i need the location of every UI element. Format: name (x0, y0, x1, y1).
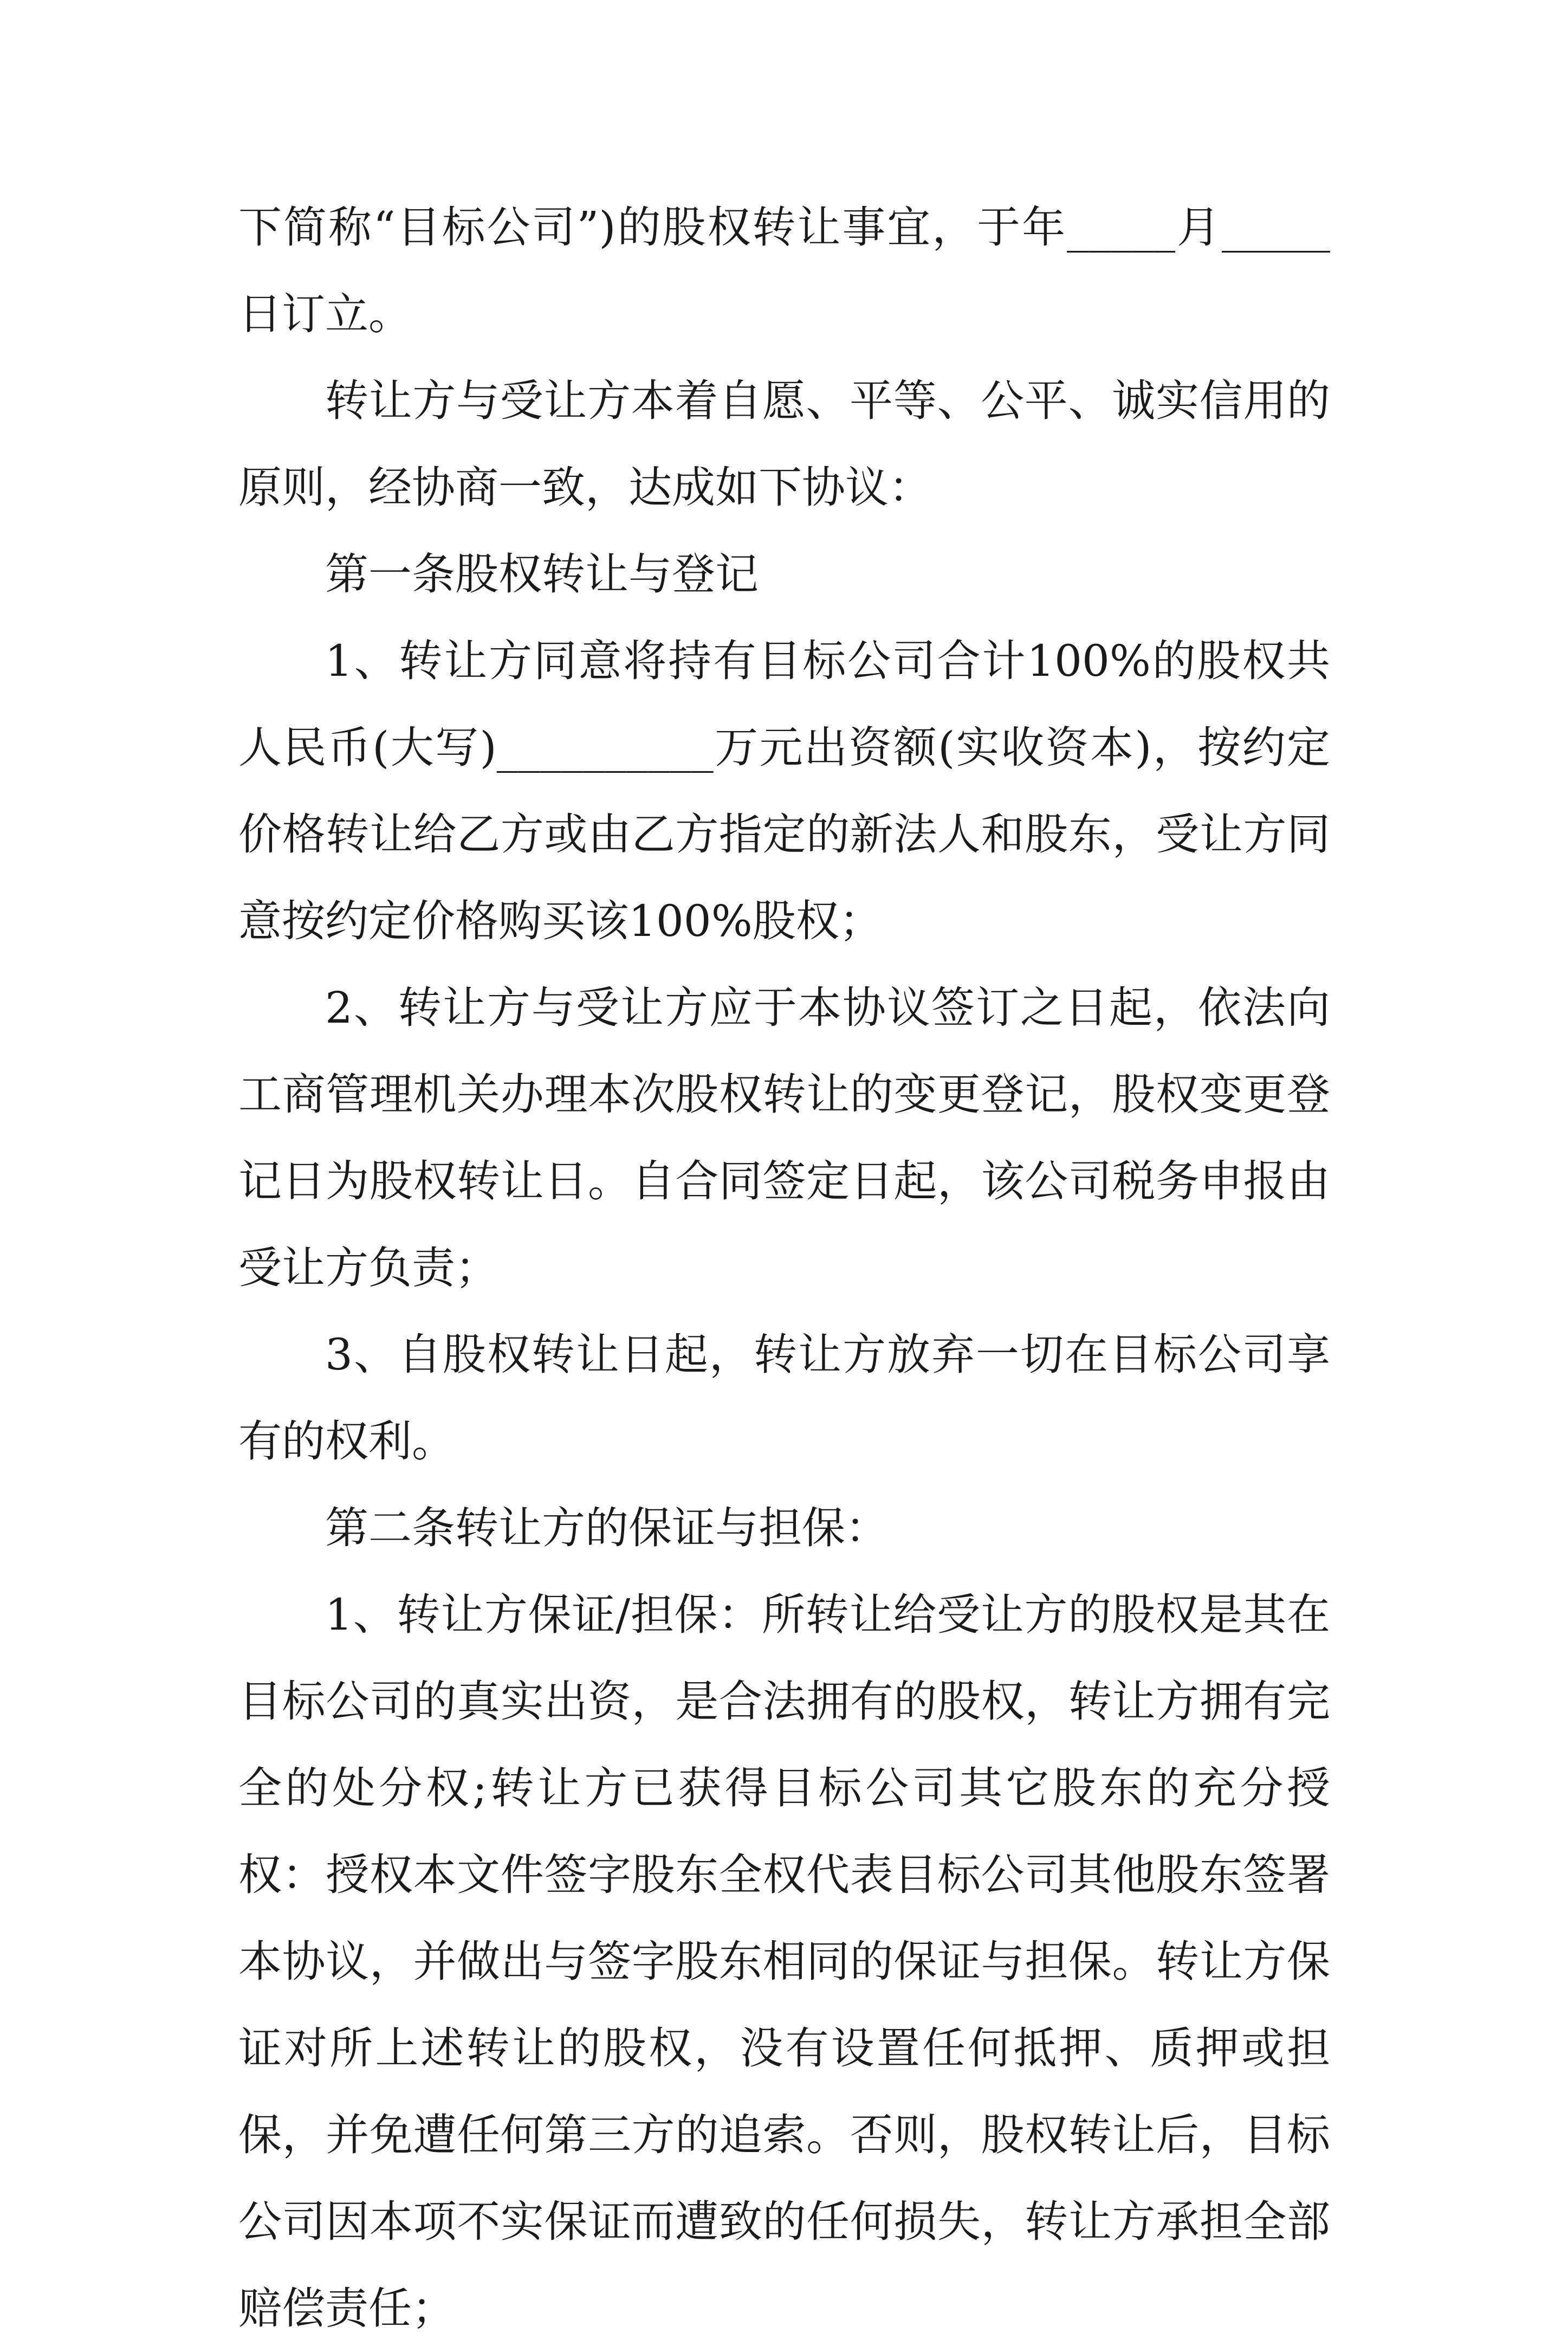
article-2-heading: 第二条转让方的保证与担保： (325, 1503, 889, 1553)
article-2-clause-1: 1、转让方保证/担保：所转让给受让方的股权是其在目标公司的真实出资，是合法拥有的股权，转让方拥有完全的处分权;转让方已获得目标公司其它股东的充分授权：授权本文件签字股东全权代表目标公司其他股东签署本协议，并做出与签字股东相同的保证与担保。转让方保证对所上述转让的股权，没有设置任何抵押、质押或担保，并免遭任何第三方的追索。否则，股权转让后，目标公司因本项不实保证而遭致的任何损失，转让方承担全部赔偿责任； (238, 1589, 1330, 2334)
article-1-clause-2: 2、转让方与受让方应于本协议签订之日起，依法向工商管理机关办理本次股权转让的变更登记，股权变更登记日为股权转让日。自合同签定日起，该公司税务申报由受让方负责； (238, 983, 1330, 1293)
paragraph-date-clause: 下简称“目标公司”)的股权转让事宜，于年_____月_____日订立。 (238, 202, 1330, 339)
document-body (238, 184, 1330, 2352)
article-1-clause-1: 1、转让方同意将持有目标公司合计100%的股权共人民币(大写)__________万元出资额(实收资本)，按约定价格转让给乙方或由乙方指定的新法人和股东，受让方同意按约定价格购买该100%股权； (238, 636, 1330, 946)
article-1-clause-3: 3、自股权转让日起，转让方放弃一切在目标公司享有的权利。 (238, 1329, 1330, 1466)
article-1-heading: 第一条股权转让与登记 (325, 549, 759, 599)
paragraph-principles: 转让方与受让方本着自愿、平等、公平、诚实信用的原则，经协商一致，达成如下协议： (238, 376, 1330, 513)
